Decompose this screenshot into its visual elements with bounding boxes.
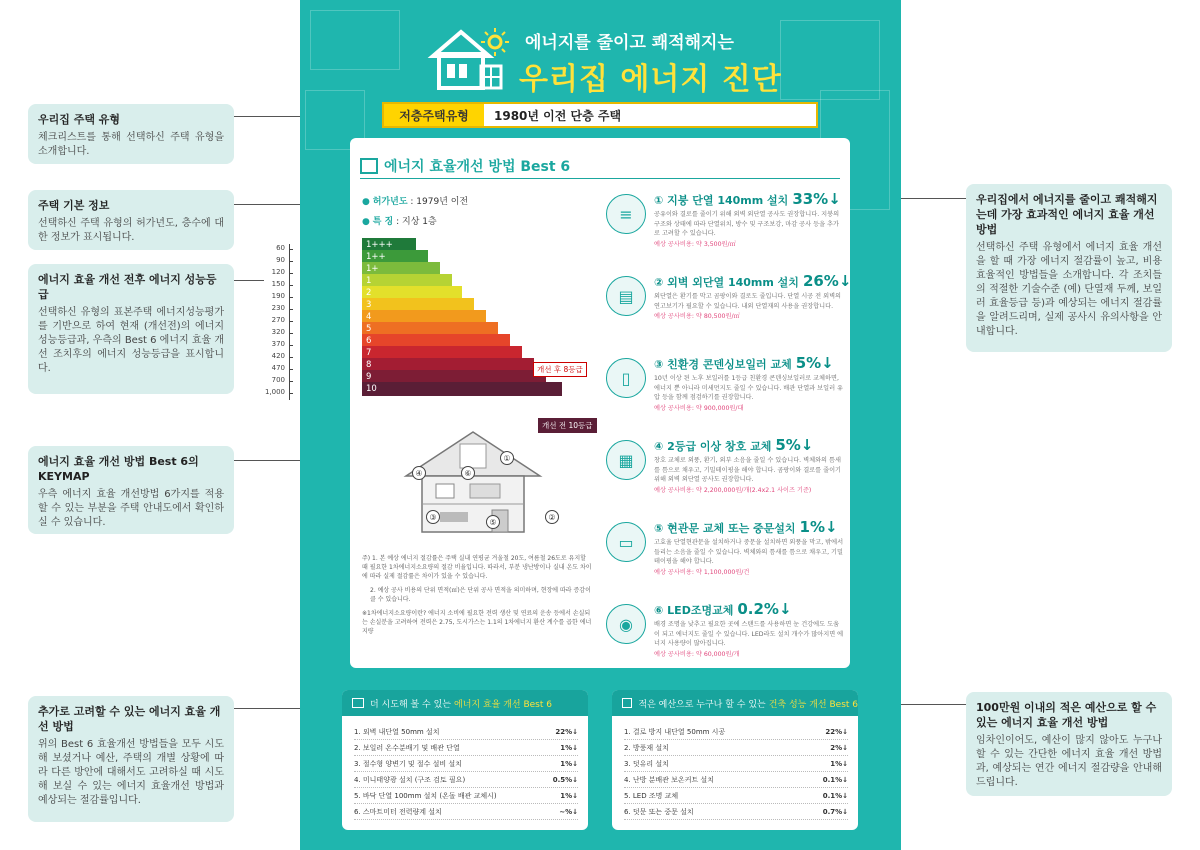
list-item [624,788,848,804]
keymap-number: ⑥ [461,466,475,480]
callout-performance [28,264,234,394]
permit-value: : 1979년 이전 [410,197,469,207]
method-saving: 33%↓ [792,190,841,208]
method-desc: 고효율 단열현관문을 설치하거나 중문을 설치하면 외풍을 막고, 밖에서 들리는 소음을 줄일 수 있습니다. 벽체와의 틈새를 틈으로 채우고, 기밀테이핑을 해야 합니다. [654,539,844,565]
permit-label: 허가년도 [372,197,408,207]
grade-bar: 8 [362,358,534,372]
scale-axis [289,244,290,400]
method-item [654,354,844,412]
callout-house-type [28,104,234,164]
scale-tick [289,273,293,274]
house-type-value: 1980년 이전 단층 주택 [494,108,622,123]
house-type-label: 저층주택유형 [384,104,484,126]
method-number: ④ [654,440,664,453]
led-bulb-icon: ◉ [606,604,646,644]
callout-best-methods [966,184,1172,352]
list-item-label: 6. 스마트미터 전력량계 설치 [354,807,442,816]
bullet-icon: ● [362,197,370,207]
method-title [654,190,844,208]
wall-insulation-icon: ▤ [606,276,646,316]
scale-tick [289,345,293,346]
additional-methods-box [342,690,588,830]
poster-title: 우리집 에너지 진단 [519,62,782,97]
method-number: ⑤ [654,522,664,535]
method-cost: 예상 공사비용: 약 60,000원/개 [654,650,740,658]
boiler-icon: ▯ [606,358,646,398]
method-title-text: 현관문 교체 또는 중문설치 [667,522,796,535]
method-number: ⑥ [654,604,664,617]
keymap-number: ④ [412,466,426,480]
grade-bar: 6 [362,334,510,348]
list-item-value: 1%↓ [560,791,578,800]
house-sun-icon [425,22,515,94]
list-item [624,724,848,740]
callout-additional [28,696,234,822]
list-item [624,804,848,820]
grade-bar: 1+ [362,262,440,276]
list-item [354,756,578,772]
energy-scale [255,244,295,402]
method-title-text: LED조명교체 [667,604,734,617]
list-item-label: 3. 덧유리 설치 [624,759,669,768]
method-saving: 5%↓ [795,354,834,372]
list-item [354,788,578,804]
budget-head-highlight: 건축 성능 개선 Best 6 [768,699,858,710]
scale-tick-label: 60 [276,244,285,252]
method-saving: 5%↓ [775,436,814,454]
house-icon [352,698,364,708]
budget-list [612,716,858,820]
window-icon: ▦ [606,440,646,480]
keymap-number: ③ [426,510,440,524]
method-item [654,600,844,658]
list-item-value: 1%↓ [830,759,848,768]
list-item-label: 3. 절수형 양변기 및 절수 설비 설치 [354,759,462,768]
scale-tick-label: 230 [271,304,285,312]
list-item-value: 2%↓ [830,743,848,752]
list-item-value: 1%↓ [560,759,578,768]
grade-bar: 1 [362,274,452,288]
grade-bar: 1+++ [362,238,416,252]
method-number: ② [654,276,664,289]
list-item-value: 22%↓ [555,727,578,736]
list-item-label: 1. 결로 방지 내단열 50mm 시공 [624,727,726,736]
list-item-value: 0.7%↓ [822,807,848,816]
method-title [654,518,844,536]
scale-tick-label: 470 [271,364,285,372]
method-title [654,436,844,454]
callout-title: 우리집 주택 유형 [38,113,121,126]
poster [300,0,901,850]
house-icon [622,698,632,708]
grade-bar: 4 [362,310,486,324]
list-item-value: 22%↓ [825,727,848,736]
method-number: ① [654,194,664,207]
method-cost: 예상 공사비용: 약 80,500원/㎡ [654,313,740,320]
method-saving: 26%↓ [802,272,852,290]
method-number: ③ [654,358,664,371]
method-title [654,354,844,372]
callout-desc: 임차인이어도, 예산이 많지 않아도 누구나 할 수 있는 간단한 에너지 효율 개선 방법과, 예상되는 연간 에너지 절감량을 안내해드립니다. [976,735,1162,788]
grade-bar: 10 [362,382,562,396]
method-title-text: 지붕 단열 140mm 설치 [667,194,789,207]
callout-desc: 위의 Best 6 효율개선 방법들을 모두 시도해 보셨거나 예산, 주택의 개별 상황에 따라 다른 방안에 대해서도 고려하실 때 시도해 보실 수 있는 에너지 효율개선 방법과 예상되는 절감률입니다. [38,739,224,806]
notes-block [362,554,592,636]
list-item-label: 6. 덧문 또는 중문 설치 [624,807,694,816]
grade-before-tag: 개선 전 10등급 [538,418,597,433]
roof-insulation-icon: ≡ [606,194,646,234]
feature-line [362,214,437,227]
scale-tick-label: 190 [271,292,285,300]
method-item [654,190,844,248]
scale-tick [289,357,293,358]
list-item [624,740,848,756]
method-desc: 창호 교체로 외풍, 환기, 외부 소음을 줄일 수 있습니다. 벽체와의 틈새를 틈으로 채우고, 기밀테이핑을 해야 합니다. 곰팡이와 결로를 줄이기 위해 외벽 외단열 공사도 권장합니다. [654,457,842,483]
callout-title: 주택 기본 정보 [38,199,110,212]
best-section-header [360,156,570,176]
budget-methods-box [612,690,858,830]
method-cost: 예상 공사비용: 약 1,100,000원/건 [654,568,750,576]
scale-tick-label: 420 [271,352,285,360]
list-item-value: 0.5%↓ [552,775,578,784]
list-item [624,772,848,788]
callout-desc: 선택하신 유형의 표본주택 에너지성능평가를 기반으로 하여 현재 (개선전)의 에너지 성능등급과, 우측의 Best 6 에너지 효율 개선 조치후의 에너지 성능등급을 표시합니다. [38,307,224,374]
door-icon: ▭ [606,522,646,562]
list-item-label: 4. 난방 분배관 보온커트 설치 [624,775,714,784]
list-item-label: 2. 방풍재 설치 [624,743,669,752]
scale-tick [289,381,293,382]
grade-bar: 3 [362,298,474,312]
note-1: 주) 1. 본 예상 에너지 절감률은 주택 실내 연평균 겨울철 20도, 여름철 26도로 유지할 때 필요한 1차에너지소요량의 절감 비율입니다. 따라서, 부분 냉난방이나 실내 온도 차이에 따라 실제 절감률은 차이가 있을 수 있습니다. [362,555,592,580]
feature-value: : 지상 1층 [396,217,437,227]
method-title-text: 친환경 콘덴싱보일러 교체 [667,358,792,371]
method-saving: 1%↓ [799,518,838,536]
grade-bar: 5 [362,322,498,336]
method-cost: 예상 공사비용: 약 900,000원/대 [654,404,744,412]
budget-head-prefix: 적은 예산으로 누구나 할 수 있는 [638,699,766,710]
grade-bar: 1++ [362,250,428,264]
method-desc: 외단열은 환기를 막고 곰팡이와 결로도 줄입니다. 단열 시공 전 외벽의 연고보기가 필요할 수 있습니다. 내외 단열재의 사용을 권장합니다. [654,293,842,310]
best-section-title: 에너지 효율개선 방법 Best 6 [384,159,571,175]
method-cost: 예상 공사비용: 약 3,500원/㎡ [654,240,736,248]
list-item-label: 5. LED 조명 교체 [624,791,679,800]
house-type-bar [382,102,818,128]
energy-grade-chart [350,238,600,438]
method-title [654,600,844,618]
note-3: ※1차에너지소요량이란? 에너지 소비에 필요한 전력 생산 및 연료의 운송 등에서 손실되는 손실분을 고려하여 전력은 2.75, 도시가스는 1.1의 1차에너지 환산 계수를 곱한 에너지량 [362,610,592,635]
callout-desc: 선택하신 주택 유형에서 에너지 효율 개선을 할 때 가장 에너지 절감률이 높고, 비용 효율적인 방법들을 소개합니다. 각 조치들의 적절한 기술수준 (예) 단열재 두께, 보일러 효율등급 등)과 예상되는 에너지 절감률을 알려드리며, 실제 공사시 유의사항을 안내합니다. [976,242,1162,337]
list-item [354,724,578,740]
list-item-value: 1%↓ [560,743,578,752]
bullet-icon: ● [362,217,370,227]
best-methods-card [350,138,850,668]
scale-tick-label: 700 [271,376,285,384]
grade-bar: 2 [362,286,462,300]
list-item [354,804,578,820]
scale-tick-label: 320 [271,328,285,336]
scale-tick [289,261,293,262]
scale-tick [289,249,293,250]
callout-basic-info [28,190,234,250]
divider [360,178,840,179]
title-block [425,18,785,98]
method-item [654,436,844,494]
additional-header [342,690,588,716]
method-cost: 예상 공사비용: 약 2,200,000원/개(2.4x2.1 사이즈 기준) [654,486,812,494]
scale-tick-label: 1,000 [264,388,285,396]
house-icon [360,158,378,174]
poster-subtitle: 에너지를 줄이고 쾌적해지는 [525,33,734,53]
keymap-number: ② [545,510,559,524]
callout-desc: 체크리스트를 통해 선택하신 주택 유형을 소개합니다. [38,132,224,157]
background-deco [310,10,400,70]
list-item [624,756,848,772]
scale-tick [289,297,293,298]
scale-tick-label: 370 [271,340,285,348]
permit-year-line [362,194,468,207]
callout-keymap [28,446,234,534]
scale-tick-label: 120 [271,268,285,276]
callout-budget [966,692,1172,796]
keymap-number: ⑤ [486,515,500,529]
budget-header [612,690,858,716]
feature-label: 특 징 [372,217,394,227]
method-title-text: 2등급 이상 창호 교체 [667,440,772,453]
method-desc: 공유이와 결로를 줄이기 위해 외벽 외단열 공사도 권장합니다. 지붕의 구조와 상태에 따라 단열위치, 방수 및 구조보강, 마감 공사 등을 추가로 고려할 수 있습니다. [654,211,840,237]
scale-tick [289,309,293,310]
method-desc: 배경 조명을 낮추고 필요한 곳에 스탠드를 사용하면 눈 건강에도 도움이 되고 에너지도 줄일 수 있습니다. LED라도 설치 개수가 많아지면 에너지 사용량이 많아집니다. [654,621,844,647]
list-item [354,772,578,788]
callout-desc: 선택하신 주택 유형의 허가년도, 층수에 대한 정보가 표시됩니다. [38,218,224,243]
method-item [654,518,844,576]
list-item-label: 5. 바닥 단열 100mm 설치 (온돌 배관 교체시) [354,791,497,800]
additional-head-prefix: 더 시도해 볼 수 있는 [370,699,451,710]
callout-title: 에너지 효율 개선 전후 에너지 성능등급 [38,273,217,301]
callout-desc: 우측 에너지 효율 개선방법 6가지를 적용할 수 있는 부분을 주택 안내도에서 확인하실 수 있습니다. [38,489,224,528]
list-item-value: ~%↓ [559,807,578,816]
scale-tick [289,333,293,334]
callout-title: 추가로 고려할 수 있는 에너지 효율 개선 방법 [38,705,221,733]
list-item-value: 0.1%↓ [822,775,848,784]
scale-tick [289,285,293,286]
scale-tick [289,321,293,322]
grade-bar: 7 [362,346,522,360]
method-title-text: 외벽 외단열 140mm 설치 [667,276,799,289]
scale-tick-label: 150 [271,280,285,288]
callout-title: 우리집에서 에너지를 줄이고 쾌적해지는데 가장 효과적인 에너지 효율 개선방법 [976,193,1158,236]
grade-after-tag: 개선 후 8등급 [533,362,587,377]
callout-title: 100만원 이내의 적은 예산으로 할 수 있는 에너지 효율 개선 방법 [976,701,1157,729]
scale-tick [289,393,293,394]
scale-tick-label: 270 [271,316,285,324]
house-keymap-illustration [388,426,558,536]
keymap-number: ① [500,451,514,465]
background-deco [780,20,880,100]
list-item-label: 1. 외벽 내단열 50mm 설치 [354,727,440,736]
additional-list [342,716,588,820]
callout-title: 에너지 효율 개선 방법 Best 6의 KEYMAP [38,455,199,483]
list-item-label: 4. 미니태양광 설치 (구조 검토 필요) [354,775,466,784]
grade-bar: 9 [362,370,546,384]
method-saving: 0.2%↓ [737,600,792,618]
scale-tick [289,369,293,370]
method-title [654,272,852,290]
method-desc: 10년 이상 된 노후 보일러를 1등급 친환경 콘덴싱보일러로 교체하면, 에너지 뿐 아니라 미세먼지도 줄일 수 있습니다. 배관 단열과 보일러 유압 등을 함께 점검하기를 권장합니다. [654,375,843,401]
note-2: 2. 예상 공사 비용의 단위 면적(㎡)은 단위 공사 면적을 의미하며, 현장에 따라 증감이 클 수 있습니다. [370,587,591,603]
additional-head-highlight: 에너지 효율 개선 Best 6 [454,699,552,710]
list-item-label: 2. 보일러 온수분배기 및 배관 단열 [354,743,460,752]
method-item [654,272,852,320]
scale-tick-label: 90 [276,256,285,264]
list-item-value: 0.1%↓ [822,791,848,800]
list-item [354,740,578,756]
